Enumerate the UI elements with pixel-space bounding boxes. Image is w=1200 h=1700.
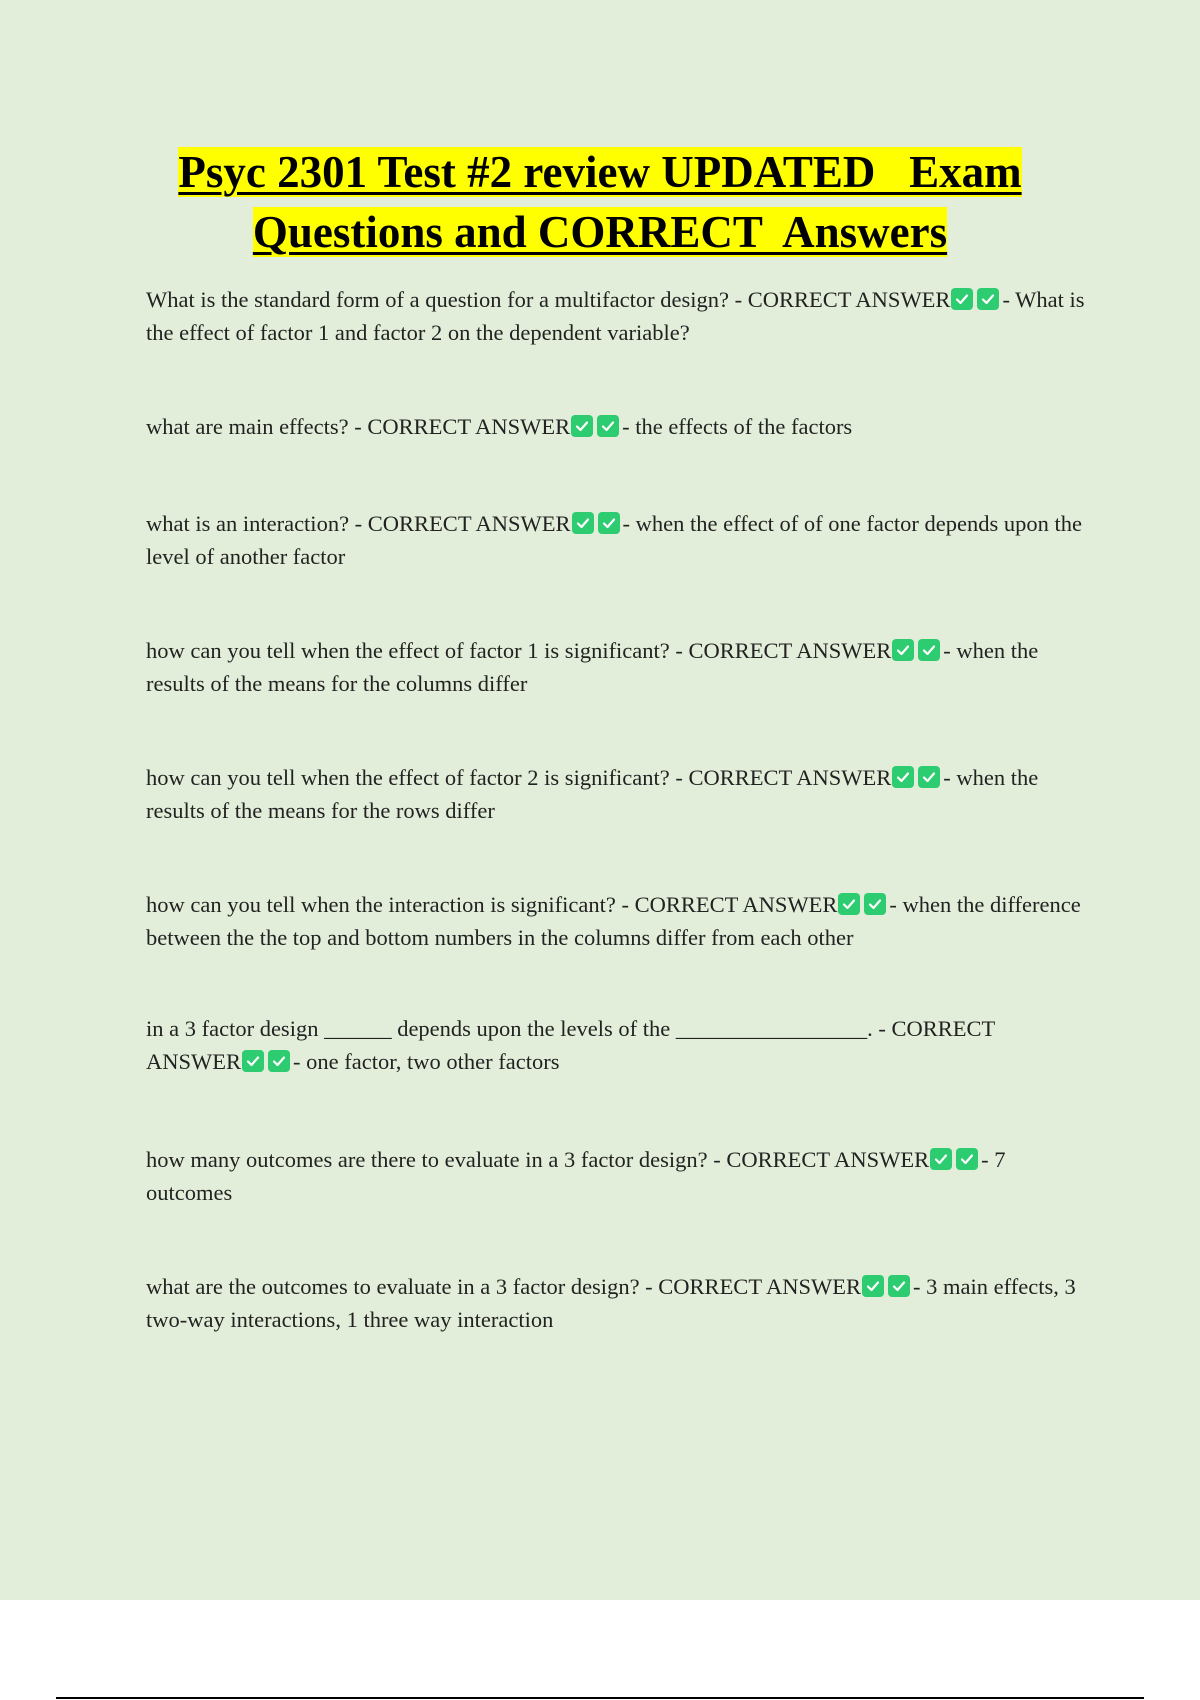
check-box-icon bbox=[598, 512, 620, 534]
check-box-icon bbox=[892, 639, 914, 661]
qa-item bbox=[146, 888, 1090, 954]
qa-item bbox=[146, 507, 1090, 573]
title-line-2: Questions and CORRECT Answers bbox=[252, 207, 948, 257]
qa-item bbox=[146, 410, 1090, 443]
question-text: how can you tell when the effect of factor 1 is significant? - CORRECT ANSWER bbox=[146, 638, 892, 663]
check-box-icon bbox=[892, 766, 914, 788]
check-box-icon bbox=[571, 415, 593, 437]
check-box-icon bbox=[951, 288, 973, 310]
check-box-icon bbox=[977, 288, 999, 310]
check-box-icon bbox=[956, 1148, 978, 1170]
check-box-icon bbox=[918, 766, 940, 788]
check-box-icon bbox=[930, 1148, 952, 1170]
check-box-icon bbox=[864, 893, 886, 915]
qa-item bbox=[146, 1270, 1090, 1336]
qa-item bbox=[146, 1143, 1090, 1209]
question-text: what are main effects? - CORRECT ANSWER bbox=[146, 414, 571, 439]
question-text: how can you tell when the effect of factor 2 is significant? - CORRECT ANSWER bbox=[146, 765, 892, 790]
answer-text: - 7 outcomes bbox=[146, 1147, 1006, 1205]
qa-item bbox=[146, 283, 1090, 349]
answer-text: - the effects of the factors bbox=[622, 414, 853, 439]
document-title bbox=[60, 142, 1140, 262]
question-text: what is an interaction? - CORRECT ANSWER bbox=[146, 511, 571, 536]
answer-text: - when the effect of of one factor depends upon the level of another factor bbox=[146, 511, 1082, 569]
check-box-icon bbox=[268, 1050, 290, 1072]
question-text: what are the outcomes to evaluate in a 3 factor design? - CORRECT ANSWER bbox=[146, 1274, 862, 1299]
check-box-icon bbox=[918, 639, 940, 661]
answer-text: - when the results of the means for the rows differ bbox=[146, 765, 1039, 823]
qa-item bbox=[146, 761, 1090, 827]
answer-text: - when the difference between the the top and bottom numbers in the columns differ from each other bbox=[146, 892, 1081, 950]
check-box-icon bbox=[888, 1275, 910, 1297]
qa-item bbox=[146, 1012, 1090, 1078]
question-text: how many outcomes are there to evaluate in a 3 factor design? - CORRECT ANSWER bbox=[146, 1147, 930, 1172]
check-box-icon bbox=[597, 415, 619, 437]
check-box-icon bbox=[242, 1050, 264, 1072]
question-text: What is the standard form of a question for a multifactor design? - CORRECT ANSWER bbox=[146, 287, 951, 312]
check-box-icon bbox=[838, 893, 860, 915]
question-text: in a 3 factor design ______ depends upon the levels of the _________________. - CORRECT ANSWER bbox=[146, 1016, 995, 1074]
answer-text: - when the results of the means for the columns differ bbox=[146, 638, 1039, 696]
title-line-1: Psyc 2301 Test #2 review UPDATED Exam bbox=[178, 147, 1022, 197]
check-box-icon bbox=[862, 1275, 884, 1297]
answer-text: - 3 main effects, 3 two-way interactions, 1 three way interaction bbox=[146, 1274, 1076, 1332]
footer-rule bbox=[56, 1697, 1144, 1699]
answer-text: - What is the effect of factor 1 and factor 2 on the dependent variable? bbox=[146, 287, 1085, 345]
answer-text: - one factor, two other factors bbox=[293, 1049, 560, 1074]
question-text: how can you tell when the interaction is significant? - CORRECT ANSWER bbox=[146, 892, 838, 917]
qa-item bbox=[146, 634, 1090, 700]
check-box-icon bbox=[572, 512, 594, 534]
